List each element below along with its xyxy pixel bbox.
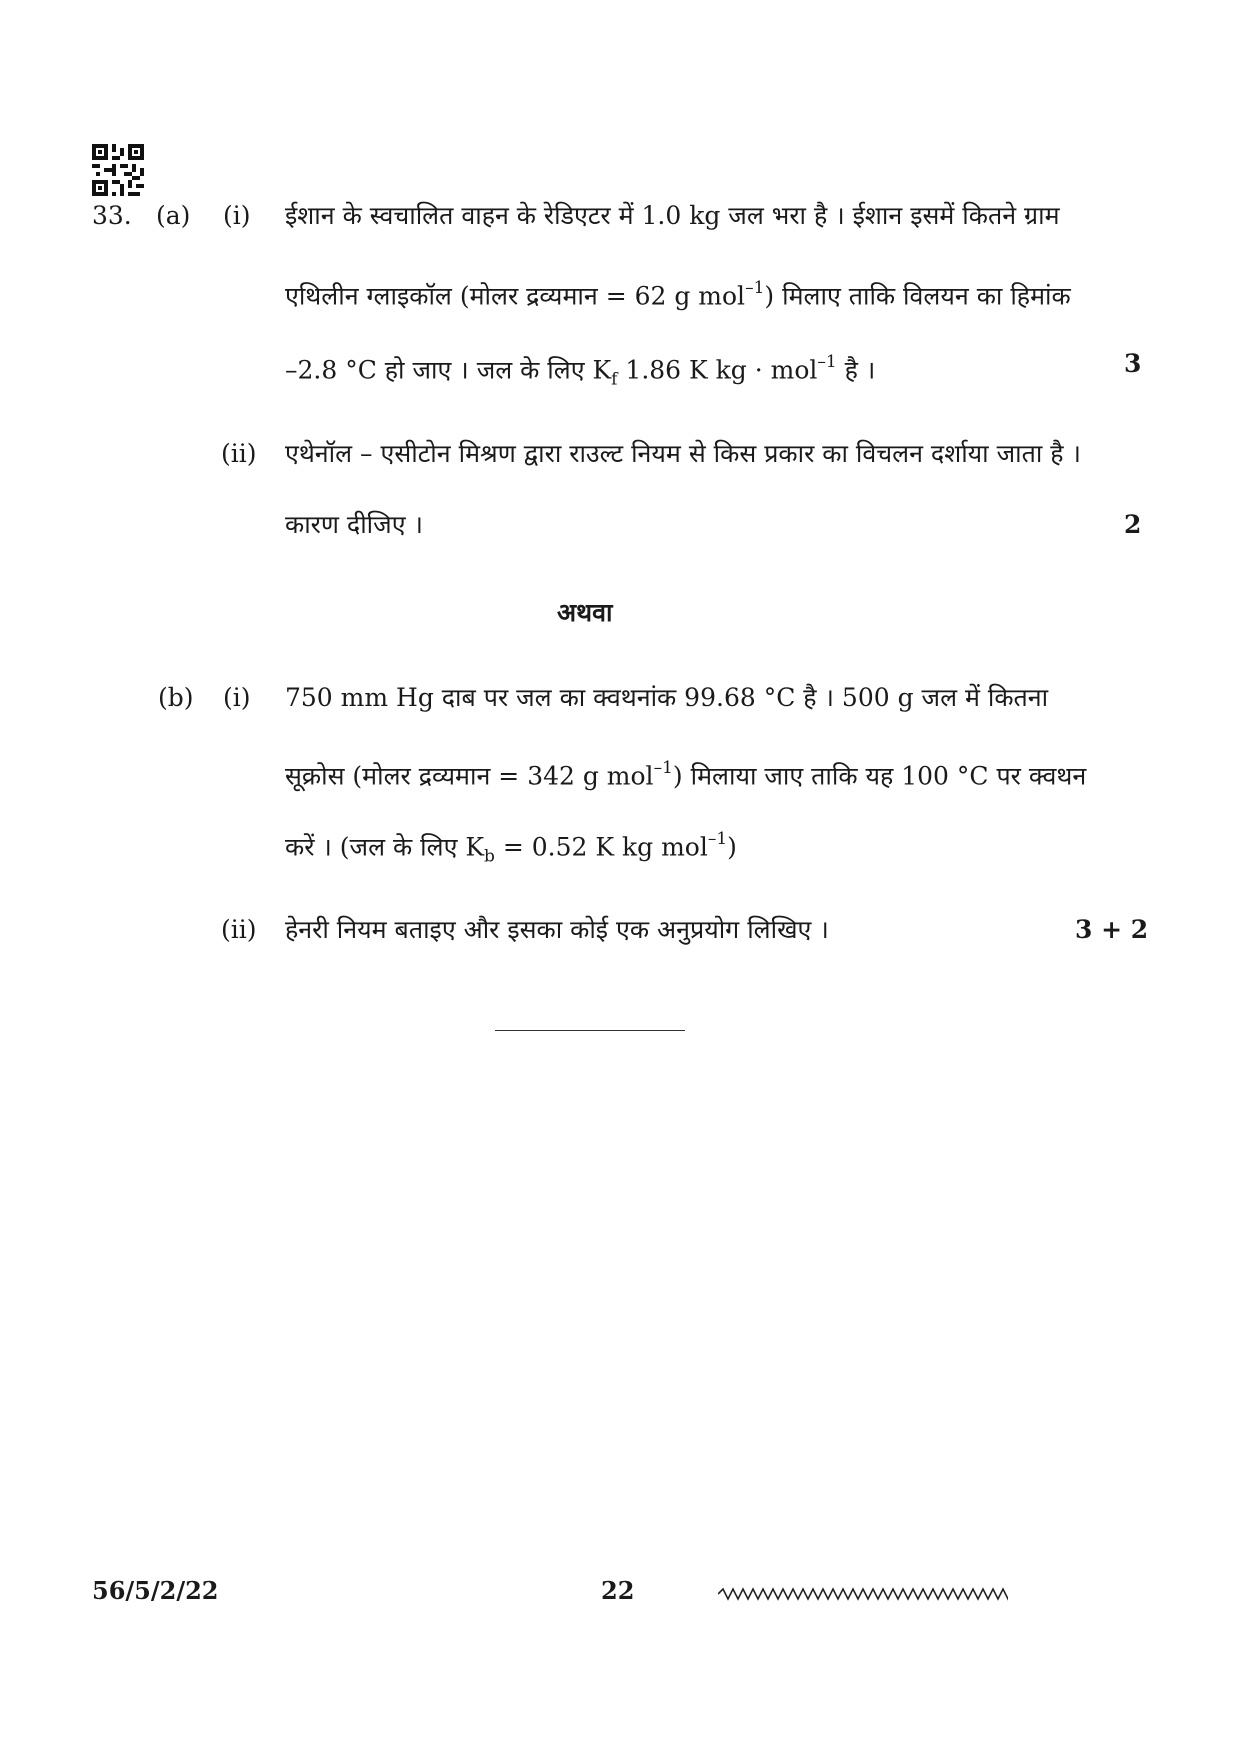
part-a-i-label: (i): [223, 201, 251, 230]
part-b-ii-marks: 3 + 2: [1075, 915, 1149, 944]
wavy-line-icon: [718, 1587, 1008, 1601]
part-a-i-line1: ईशान के स्वचालित वाहन के रेडिएटर में 1.0 kg जल भरा है । ईशान इसमें कितने ग्राम: [285, 201, 1060, 230]
or-heading: अथवा: [557, 598, 613, 627]
part-b-i-label: (i): [223, 683, 251, 712]
part-b-ii-label: (ii): [221, 915, 257, 944]
question-number: 33.: [92, 201, 132, 230]
part-b-i-line1: 750 mm Hg दाब पर जल का क्वथनांक 99.68 °C है । 500 g जल में कितना: [285, 683, 1049, 712]
part-a-label: (a): [156, 201, 191, 230]
part-a-ii-line1: एथेनॉल – एसीटोन मिश्रण द्वारा राउल्ट नियम से किस प्रकार का विचलन दर्शाया जाता है ।: [285, 439, 1081, 468]
end-divider: [495, 1030, 685, 1031]
part-a-ii-line2: कारण दीजिए ।: [285, 510, 423, 539]
paper-code: 56/5/2/22: [92, 1576, 219, 1605]
part-a-i-line2: एथिलीन ग्लाइकॉल (मोलर द्रव्यमान = 62 g mol$^{-1}$) मिलाए ताकि विलयन का हिमांक: [285, 278, 1071, 311]
part-b-label: (b): [158, 683, 194, 712]
part-b-ii-line1: हेनरी नियम बताइए और इसका कोई एक अनुप्रयोग लिखिए ।: [285, 915, 829, 944]
qr-code-icon: [92, 144, 144, 196]
part-a-i-line3: –2.8 °C हो जाए । जल के लिए $K_f$ 1.86 K kg · mol$^{-1}$ है ।: [285, 352, 876, 390]
part-a-i-marks: 3: [1124, 349, 1142, 378]
part-a-ii-label: (ii): [221, 439, 257, 468]
part-b-i-line3: करें । (जल के लिए $K_b = 0.52$ K kg mol$^{-1}$): [285, 829, 737, 867]
part-b-i-line2: सूक्रोस (मोलर द्रव्यमान = 342 g mol$^{-1}$) मिलाया जाए ताकि यह 100 °C पर क्वथन: [285, 758, 1087, 791]
part-a-ii-marks: 2: [1124, 510, 1142, 539]
page-number: 22: [601, 1576, 635, 1605]
